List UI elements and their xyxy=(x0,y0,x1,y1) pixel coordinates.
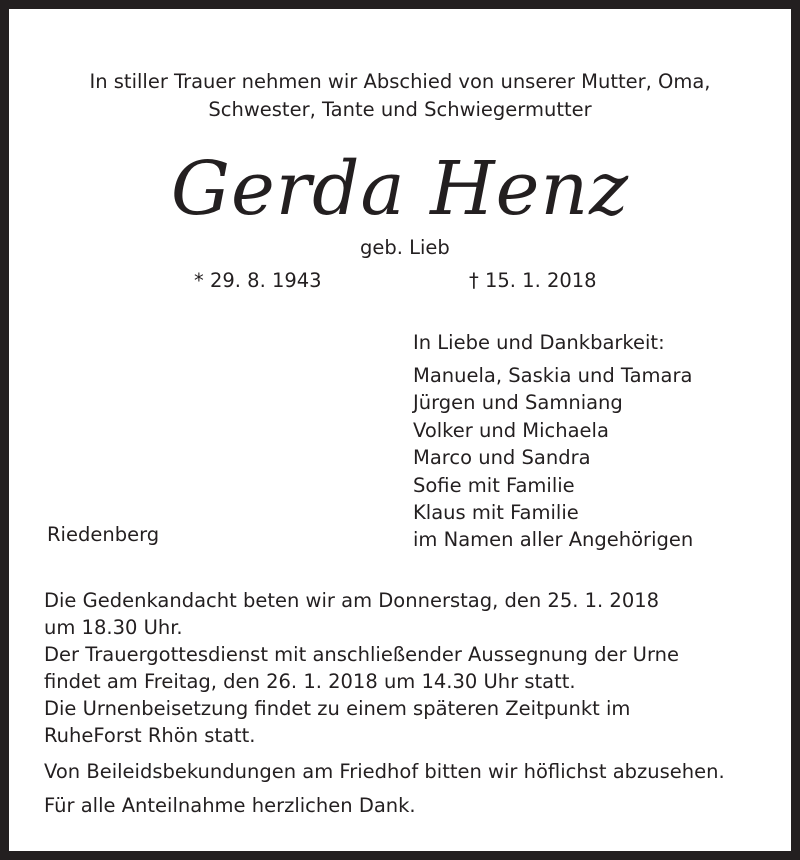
mourner: Volker und Michaela xyxy=(413,418,609,442)
place: Riedenberg xyxy=(47,523,160,546)
detail-line: um 18.30 Uhr. xyxy=(44,616,183,639)
closing-line-2: Für alle Anteilnahme herzlichen Dank. xyxy=(44,794,416,817)
detail-line: RuheForst Rhön statt. xyxy=(44,724,256,747)
mourners-list xyxy=(413,362,693,554)
birth-date: * 29. 8. 1943 xyxy=(194,269,322,292)
maiden-name: geb. Lieb xyxy=(360,236,450,259)
detail-line: Die Gedenkandacht beten wir am Donnerstag, den 25. 1. 2018 xyxy=(44,589,660,612)
mourner: Jürgen und Samniang xyxy=(413,391,623,415)
service-details xyxy=(44,587,679,749)
deceased-name: Gerda Henz xyxy=(170,146,630,232)
intro-line-2: Schwester, Tante und Schwiegermutter xyxy=(208,98,592,121)
death-date: † 15. 1. 2018 xyxy=(469,269,597,292)
mourner: Manuela, Saskia und Tamara xyxy=(413,364,693,387)
mourner: Klaus mit Familie xyxy=(413,500,579,524)
intro-line-1: In stiller Trauer nehmen wir Abschied von unserer Mutter, Oma, xyxy=(89,70,711,93)
mourner: Marco und Sandra xyxy=(413,446,591,470)
detail-line: Die Urnenbeisetzung findet zu einem späteren Zeitpunkt im xyxy=(44,697,631,720)
mourner: Sofie mit Familie xyxy=(413,473,575,497)
mourner: im Namen aller Angehörigen xyxy=(413,528,694,552)
closing-line-1: Von Beileidsbekundungen am Friedhof bitten wir höflichst abzusehen. xyxy=(44,760,725,783)
detail-line: Der Trauergottesdienst mit anschließender Aussegnung der Urne xyxy=(44,643,679,666)
mourners-heading: In Liebe und Dankbarkeit: xyxy=(413,331,665,354)
detail-line: findet am Freitag, den 26. 1. 2018 um 14.30 Uhr statt. xyxy=(44,670,576,693)
